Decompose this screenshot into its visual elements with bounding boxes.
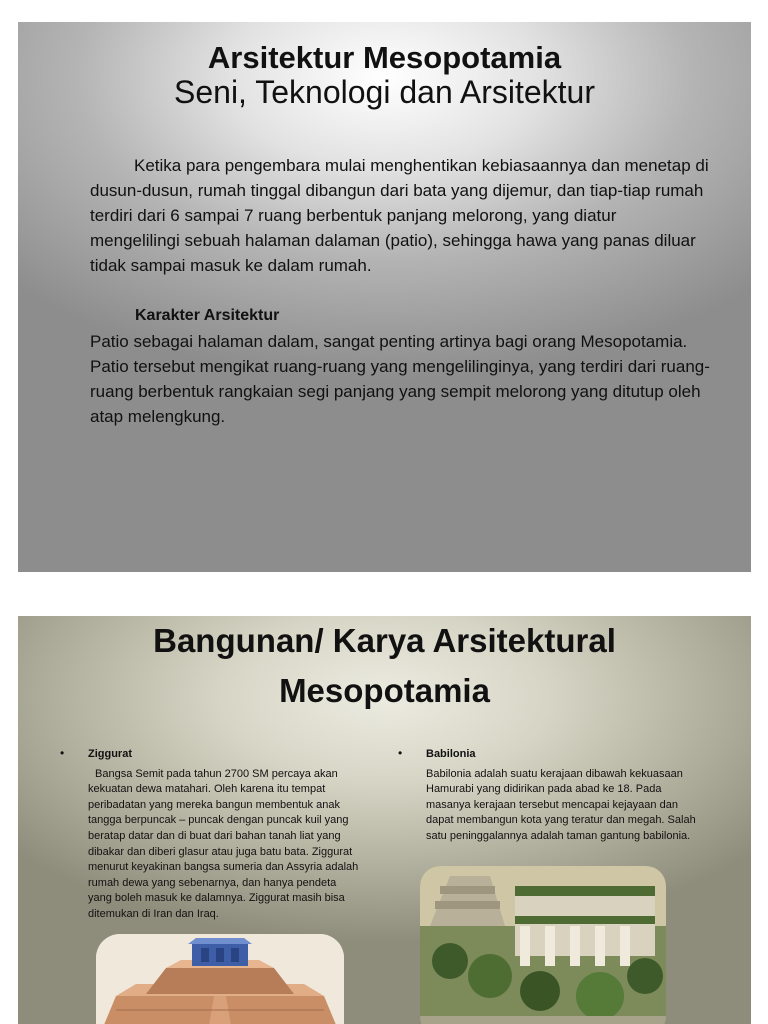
babilonia-column [398, 746, 698, 845]
slide-title [18, 616, 751, 716]
babilonia-heading: Babilonia [426, 748, 476, 760]
ziggurat-column [60, 746, 360, 923]
bullet-icon: • [60, 746, 65, 760]
slide-title-line2: Mesopotamia [279, 672, 490, 709]
section-heading: Karakter Arsitektur [135, 307, 280, 324]
slide-architecture-intro [18, 22, 751, 572]
ziggurat-heading: Ziggurat [88, 748, 132, 760]
slide-title: Arsitektur Mesopotamia [207, 40, 562, 75]
hanging-gardens-drawing [420, 866, 666, 1024]
bullet-icon: • [398, 746, 403, 760]
section-paragraph: Patio sebagai halaman dalam, sangat penting artinya bagi orang Mesopotamia. Patio tersebut mengikat ruang-ruang yang mengelilinginya, yang terdiri dari ruang-ruang berbentuk rangkaian segi panjang yang sempit melorong yang ditutup oleh atap melengkung. [90, 332, 710, 426]
slide-subtitle: Seni, Teknologi dan Arsitektur [174, 74, 595, 110]
slide-architectural-works [18, 616, 751, 1024]
ziggurat-drawing [96, 934, 344, 1024]
ziggurat-illustration [96, 934, 344, 1024]
ziggurat-text: Bangsa Semit pada tahun 2700 SM percaya akan kekuatan dewa matahari. Oleh karena itu tempat peribadatan yang mereka bangun membentuk anak tangga berpuncak – puncak dengan puncak kuil yang beratap datar dan di buat dari bahan tanah liat yang dibakar dan diberi glasur atau juga batu bata. Ziggurat menurut keyakinan bangsa sumeria dan Assyria adalah rumah dewa yang sebenarnya, dan hanya pendeta yang boleh masuk ke dalamnya. Ziggurat masih bisa ditemukan di Iran dan Iraq. [88, 767, 359, 920]
slide-title-line1: Bangunan/ Karya Arsitektural [153, 622, 616, 659]
babilonia-text: Babilonia adalah suatu kerajaan dibawah kekuasaan Hamurabi yang didirikan pada abad ke 18. Pada masanya kerajaan tersebut mencapai kejayaan dan dapat membangun kota yang teratur dan megah. Salah satu peninggalannya adalah taman gantung babilonia. [426, 767, 696, 842]
intro-paragraph: Ketika para pengembara mulai menghentikan kebiasaannya dan menetap di dusun-dusun, rumah tinggal dibangun dari bata yang dijemur, dan tiap-tiap rumah terdiri dari 6 sampai 7 ruang berbentuk panjang melorong, yang diatur mengelilingi sebuah halaman dalaman (patio), sehingga hawa yang panas diluar tidak sampai masuk ke dalam rumah. [90, 156, 709, 275]
hanging-gardens-illustration [420, 866, 666, 1024]
